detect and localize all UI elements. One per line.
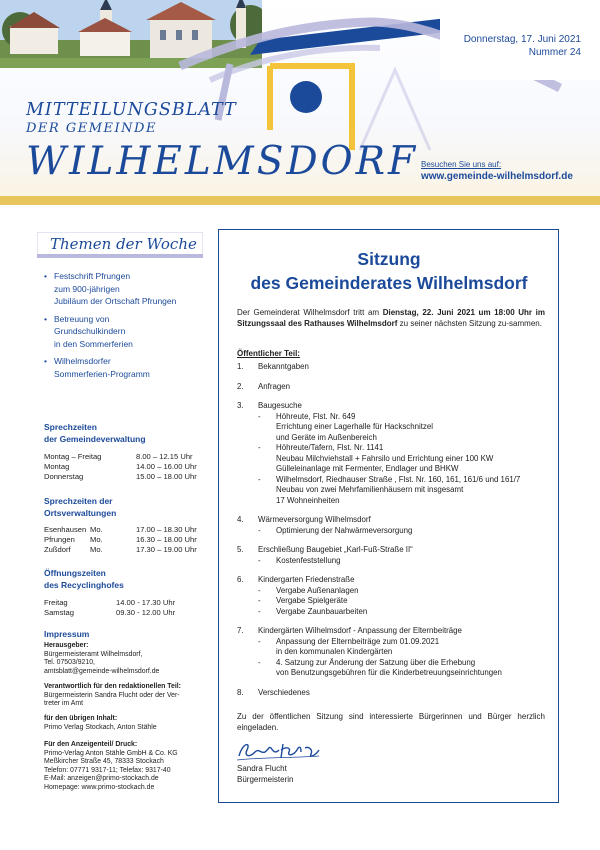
local-hours-table	[44, 525, 197, 556]
impressum-heading: für den übrigen Inhalt:	[44, 715, 118, 722]
office-hours-row	[44, 462, 197, 472]
themes-title: Themen der Woche	[50, 235, 197, 253]
closing-text: Zu der öffentlichen Sitzung sind interessierte Bürgerinnen und Bürger herzlich eingeladen.	[237, 712, 545, 732]
agenda-number: 1.	[237, 362, 244, 371]
intro-text: Der Gemeinderat Wilhelmsdorf tritt am	[237, 308, 383, 317]
local-day: Mo.	[90, 535, 103, 545]
agenda-subitem: - Wilhelmsdorf, Riedhauser Straße , Flst. Nr. 160, 161, 161/6 und 161/7 Neubau von zwei Mehrfamilienhäusern mit insgesamt 17 Wohneinheiten	[258, 474, 521, 505]
recycling-time: 09.30 - 12.00 Uhr	[116, 608, 176, 618]
agenda-number: 4.	[237, 515, 244, 524]
agenda-subitem-text: Anpassung der Elternbeiträge zum 01.09.2021 in den kommunalen Kindergärten	[276, 636, 440, 656]
issue-number: Nummer 24	[528, 47, 581, 58]
local-day: Mo.	[90, 525, 103, 534]
impressum-title: Impressum	[44, 629, 90, 639]
theme-item[interactable]: • Betreuung von Grundschulkindern in den Sommerferien	[44, 313, 212, 351]
visit-label: Besuchen Sie uns auf:	[421, 160, 502, 169]
recycling-hours-table	[44, 598, 175, 618]
masthead	[0, 0, 600, 205]
meeting-title: Sitzung des Gemeinderates Wilhelmsdorf	[250, 249, 528, 293]
office-hours-table	[44, 452, 197, 483]
recycling-day: Freitag	[44, 598, 68, 607]
agenda-list	[237, 362, 552, 707]
impressum-text: Primo-Verlag Anton Stähle GmbH & Co. KG Meßkircher Straße 45, 78333 Stockach Telefon: 07771 9317-11; Telefax: 9317-40 E-Mail: anzeigen@primo-stockach.de Homepage: www.primo-stockach.de	[44, 749, 178, 791]
agenda-item	[237, 545, 552, 566]
agenda-title: Verschiedenes	[258, 687, 310, 697]
impressum-heading: Für den Anzeigenteil/ Druck:	[44, 741, 138, 748]
impressum-ads	[44, 741, 216, 793]
office-day: Montag – Freitag	[44, 452, 102, 461]
office-hours-row	[44, 472, 197, 482]
public-part-label: Öffentlicher Teil:	[237, 349, 300, 358]
local-hours-title: Sprechzeiten der Ortsverwaltungen	[44, 496, 117, 518]
signature-image	[235, 738, 321, 764]
local-place: Pfrungen	[44, 535, 75, 545]
agenda-number: 8.	[237, 687, 244, 697]
agenda-subitem-text: Optimierung der Nahwärmeversorgung	[276, 525, 413, 535]
agenda-subitem-text: Vergabe Spielgeräte	[276, 596, 348, 605]
header-divider-band	[0, 196, 600, 205]
agenda-subitem: - Vergabe Außenanlagen	[258, 585, 359, 595]
office-time: 14.00 – 16.00 Uhr	[136, 462, 197, 472]
recycling-row	[44, 598, 175, 608]
local-hours-row	[44, 525, 197, 535]
agenda-number: 6.	[237, 575, 244, 584]
recycling-day: Samstag	[44, 608, 74, 618]
impressum-text: Primo Verlag Stockach, Anton Stähle	[44, 723, 157, 731]
agenda-title: Kindergarten Friedenstraße	[258, 575, 355, 584]
office-hours-row	[44, 452, 197, 462]
agenda-subitem: - Optimierung der Nahwärmeversorgung	[258, 525, 413, 535]
office-day: Montag	[44, 462, 70, 472]
signer-block: Sandra Flucht Bürgermeisterin	[237, 764, 294, 784]
office-time: 15.00 – 18.00 Uhr	[136, 472, 197, 482]
theme-item[interactable]: • Festschrift Pfrungen zum 900-jährigen Jubiläum der Ortschaft Pfrungen	[44, 270, 212, 308]
agenda-title: Bekanntgaben	[258, 362, 309, 371]
office-time: 8.00 – 12.15 Uhr	[136, 452, 193, 461]
agenda-subitem: - Höhreute/Tafern, Flst. Nr. 1141 Neubau Milchviehstall + Fahrsilo und Errichtung einer 100 KW Gülleleinanlage mit Fermenter, Endlager und BHKW	[258, 443, 494, 473]
masthead-line-1: MITTEILUNGSBLATT	[26, 100, 237, 120]
impressum-heading: Verantwortlich für den redaktionellen Teil:	[44, 683, 181, 690]
agenda-title: Wärmeversorgung Wilhelmsdorf	[258, 515, 371, 524]
agenda-number: 2.	[237, 381, 244, 391]
website-link[interactable]: www.gemeinde-wilhelmsdorf.de	[421, 171, 573, 182]
agenda-subitem: - 4. Satzung zur Änderung der Satzung über die Erhebung von Benutzungsgebühren für die Kinderbetreuungseinrichtungen	[258, 657, 502, 677]
office-hours-title: Sprechzeiten der Gemeindeverwaltung	[44, 422, 146, 444]
agenda-subitem-text: Höhreute, Flst. Nr. 649 Errichtung einer Lagerhalle für Hackschnitzel und Geräte im Außenbereich	[276, 411, 434, 442]
local-hours-row	[44, 545, 197, 555]
themes-list	[44, 270, 212, 385]
issue-date-block	[464, 33, 581, 59]
local-time: 17.30 – 19.00 Uhr	[136, 545, 197, 555]
agenda-subitem-text: Vergabe Zaunbauarbeiten	[276, 606, 368, 616]
masthead-title: WILHELMSDORF	[26, 139, 419, 184]
impressum-heading: Herausgeber:	[44, 642, 89, 649]
local-place: Zußdorf	[44, 545, 71, 555]
agenda-item	[237, 515, 552, 536]
impressum-text: Bürgermeisterin Sandra Flucht oder der Ver- treter im Amt	[44, 691, 180, 708]
impressum-text: Bürgermeisteramt Wilhelmsdorf, Tel. 07503/9210, amtsblatt@gemeinde-wilhelmsdorf.de	[44, 650, 160, 675]
issue-date: Donnerstag, 17. Juni 2021	[463, 34, 581, 45]
impressum-publisher	[44, 642, 216, 676]
agenda-number: 7.	[237, 626, 244, 635]
agenda-subitem-text: Höhreute/Tafern, Flst. Nr. 1141 Neubau Milchviehstall + Fahrsilo und Errichtung einer 100 KW Gülleleinanlage mit Fermenter, Endlager und BHKW	[276, 443, 494, 473]
agenda-item	[237, 362, 552, 373]
local-day: Mo.	[90, 545, 103, 555]
agenda-subitem-text: 4. Satzung zur Änderung der Satzung über die Erhebung von Benutzungsgebühren für die Kinderbetreuungseinrichtungen	[276, 657, 502, 677]
office-day: Donnerstag	[44, 472, 84, 482]
impressum-other	[44, 715, 216, 732]
agenda-subitem-text: Kostenfeststellung	[276, 555, 341, 565]
agenda-number: 5.	[237, 545, 244, 554]
agenda-item	[237, 626, 552, 679]
agenda-item	[237, 575, 552, 617]
agenda-title: Baugesuche	[258, 401, 302, 410]
agenda-title: Erschließung Baugebiet „Karl-Fuß-Straße II“	[258, 545, 413, 554]
meeting-intro	[237, 307, 545, 329]
local-hours-row	[44, 535, 197, 545]
intro-text-end: zu seiner nächsten Sitzung zu-sammen.	[397, 319, 542, 328]
agenda-number: 3.	[237, 401, 244, 410]
agenda-subitem: - Vergabe Spielgeräte	[258, 596, 348, 605]
theme-item[interactable]: • Wilhelmsdorfer Sommerferien-Programm	[44, 355, 212, 380]
agenda-subitem: - Vergabe Zaunbauarbeiten	[258, 606, 368, 616]
impressum-editorial	[44, 683, 216, 709]
local-time: 16.30 – 18.00 Uhr	[136, 535, 197, 545]
recycling-title: Öffnungszeiten des Recyclinghofes	[44, 568, 124, 590]
agenda-item	[237, 401, 552, 506]
agenda-subitem: - Kostenfeststellung	[258, 555, 341, 565]
agenda-subitem: - Höhreute, Flst. Nr. 649 Errichtung einer Lagerhalle für Hackschnitzel und Geräte im Außenbereich	[258, 411, 434, 442]
agenda-item	[237, 382, 552, 393]
recycling-time: 14.00 - 17.30 Uhr	[116, 598, 176, 607]
intro-date-place: Dienstag, 22. Juni 2021 um 18:00 Uhr im Sitzungssaal des Rathauses Wilhelmsdorf	[237, 308, 545, 328]
agenda-subitem-text: Wilhelmsdorf, Riedhauser Straße , Flst. Nr. 160, 161, 161/6 und 161/7 Neubau von zwei Mehrfamilienhäusern mit insgesamt 17 Wohneinheiten	[276, 474, 521, 505]
agenda-item	[237, 688, 552, 699]
agenda-title: Anfragen	[258, 381, 291, 391]
agenda-title: Kindergärten Wilhelmsdorf - Anpassung der Elternbeiträge	[258, 626, 462, 635]
agenda-subitem: - Anpassung der Elternbeiträge zum 01.09.2021 in den kommunalen Kindergärten	[258, 636, 440, 656]
local-place: Esenhausen	[44, 525, 87, 534]
local-time: 17.00 – 18.30 Uhr	[136, 525, 197, 534]
recycling-row	[44, 608, 175, 618]
agenda-subitem-text: Vergabe Außenanlagen	[276, 585, 359, 595]
masthead-line-2: DER GEMEINDE	[26, 121, 157, 136]
